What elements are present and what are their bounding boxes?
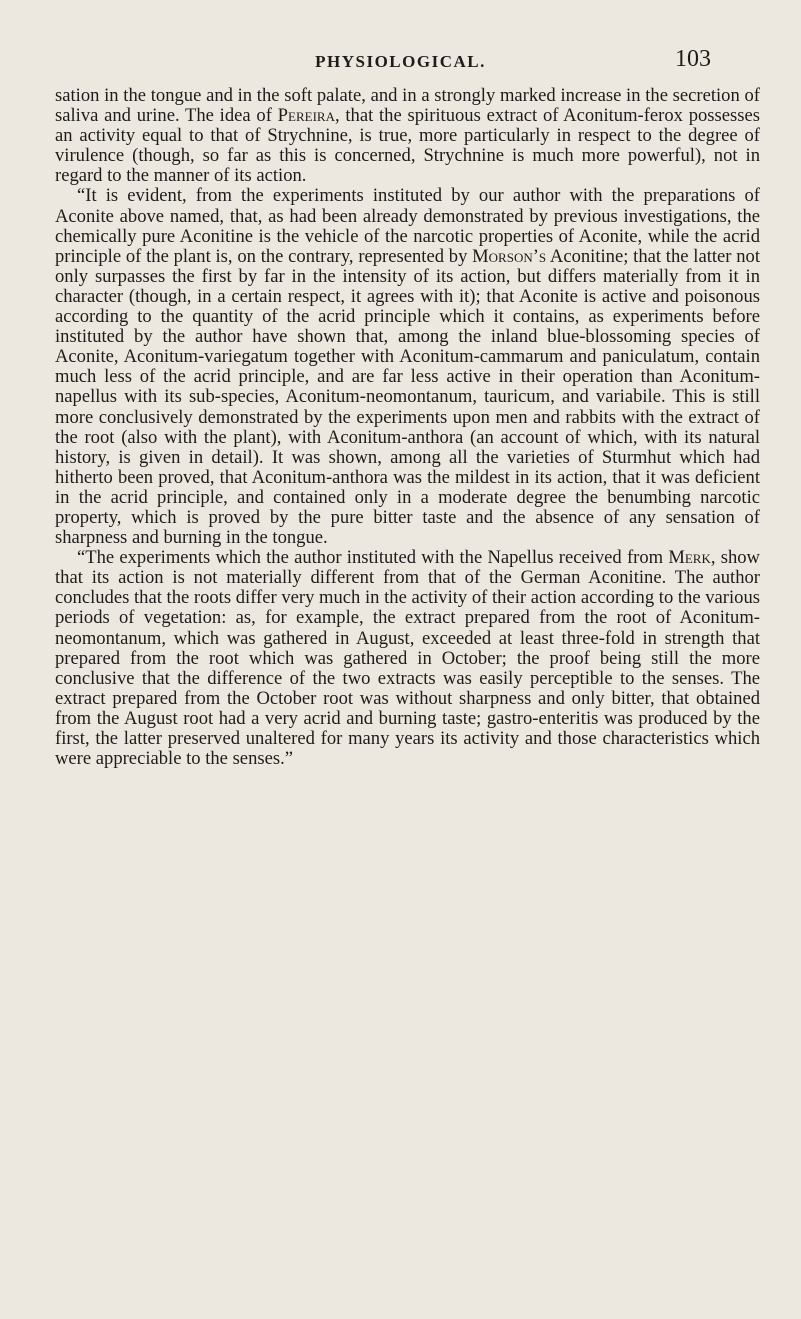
running-head [0,46,801,76]
author-name-merk: Merk [668,547,711,569]
body-text [55,86,760,769]
text-run: Aconitine; that the latter not only surpasses the first by far in the intensity of its action, but differs materially from it in character (though, in a certain respect, it agrees with it); that Aconite is active and poisonous according to the quantity of the acrid principle which it contains, as experiments before instituted by the author have shown that, among the inland blue-blossoming species of Aconite, Aconitum-variegatum together with Aconitum-cammarum and paniculatum, contain much less of the acrid principle, and are far less active in their operation than Aconitum-napellus with its sub-species, Aconitum-neomontanum, tauricum, and variabile. This is still more conclusively demonstrated by the experiments upon men and rabbits with the extract of the root (also with the plant), with Aconitum-anthora (an account of which, with its natural history, is given in detail). It was shown, among all the varieties of Sturmhut which had hitherto been proved, that Aconitum-anthora was the mildest in its action, that it was deficient in the acrid principle, and contained only in a moderate degree the benumbing narcotic property, which is proved by the pure bitter taste and the absence of any sensation of sharpness and burning in the tongue. [55,245,761,549]
author-name-morson: Morson’s [472,245,547,267]
paragraph [55,86,760,186]
author-name-pereira: Pereira [277,105,335,127]
page-number: 103 [675,46,711,72]
text-run: , show that its action is not materially different from that of the German Aconitine. The author concludes that the roots differ very much in the activity of their action according to the various periods of vegetation: as, for example, the extract prepared from the root of Aconitum-neomontanum, which was gathered in August, exceeded at least three-fold in strength that prepared from the root which was gathered in October; the proof being still the more conclusive that the difference of the two extracts was easily perceptible to the senses. The extract prepared from the October root was without sharpness and only bitter, that obtained from the August root had a very acrid and burning taste; gastro-enteritis was produced by the first, the latter preserved unaltered for many years its activity and those characteristics which were appreciable to the senses.” [55,547,760,770]
text-run: , that the spirituous extract of Aconitum-ferox possesses an activity equal to that of Strychnine, is true, more particularly in respect to the degree of virulence (though, so far as this is concerned, Strychnine is much more powerful), not in regard to the manner of its action. [55,105,760,187]
running-head-title: PHYSIOLOGICAL. [315,52,486,71]
text-run: “The experiments which the author instituted with the Napellus received from [77,547,669,569]
text-run: “It is evident, from the experiments instituted by our author with the preparations of Aconite above named, that, as had been already demonstrated by previous investigations, the chemically pure Aconitine is the vehicle of the narcotic properties of Aconite, while the acrid principle of the plant is, on the contrary, represented by [55,185,760,267]
paragraph [55,186,760,548]
paragraph [55,548,760,769]
text-run: sation in the tongue and in the soft palate, and in a strongly marked increase in the secretion of saliva and urine. The idea of [55,85,760,127]
